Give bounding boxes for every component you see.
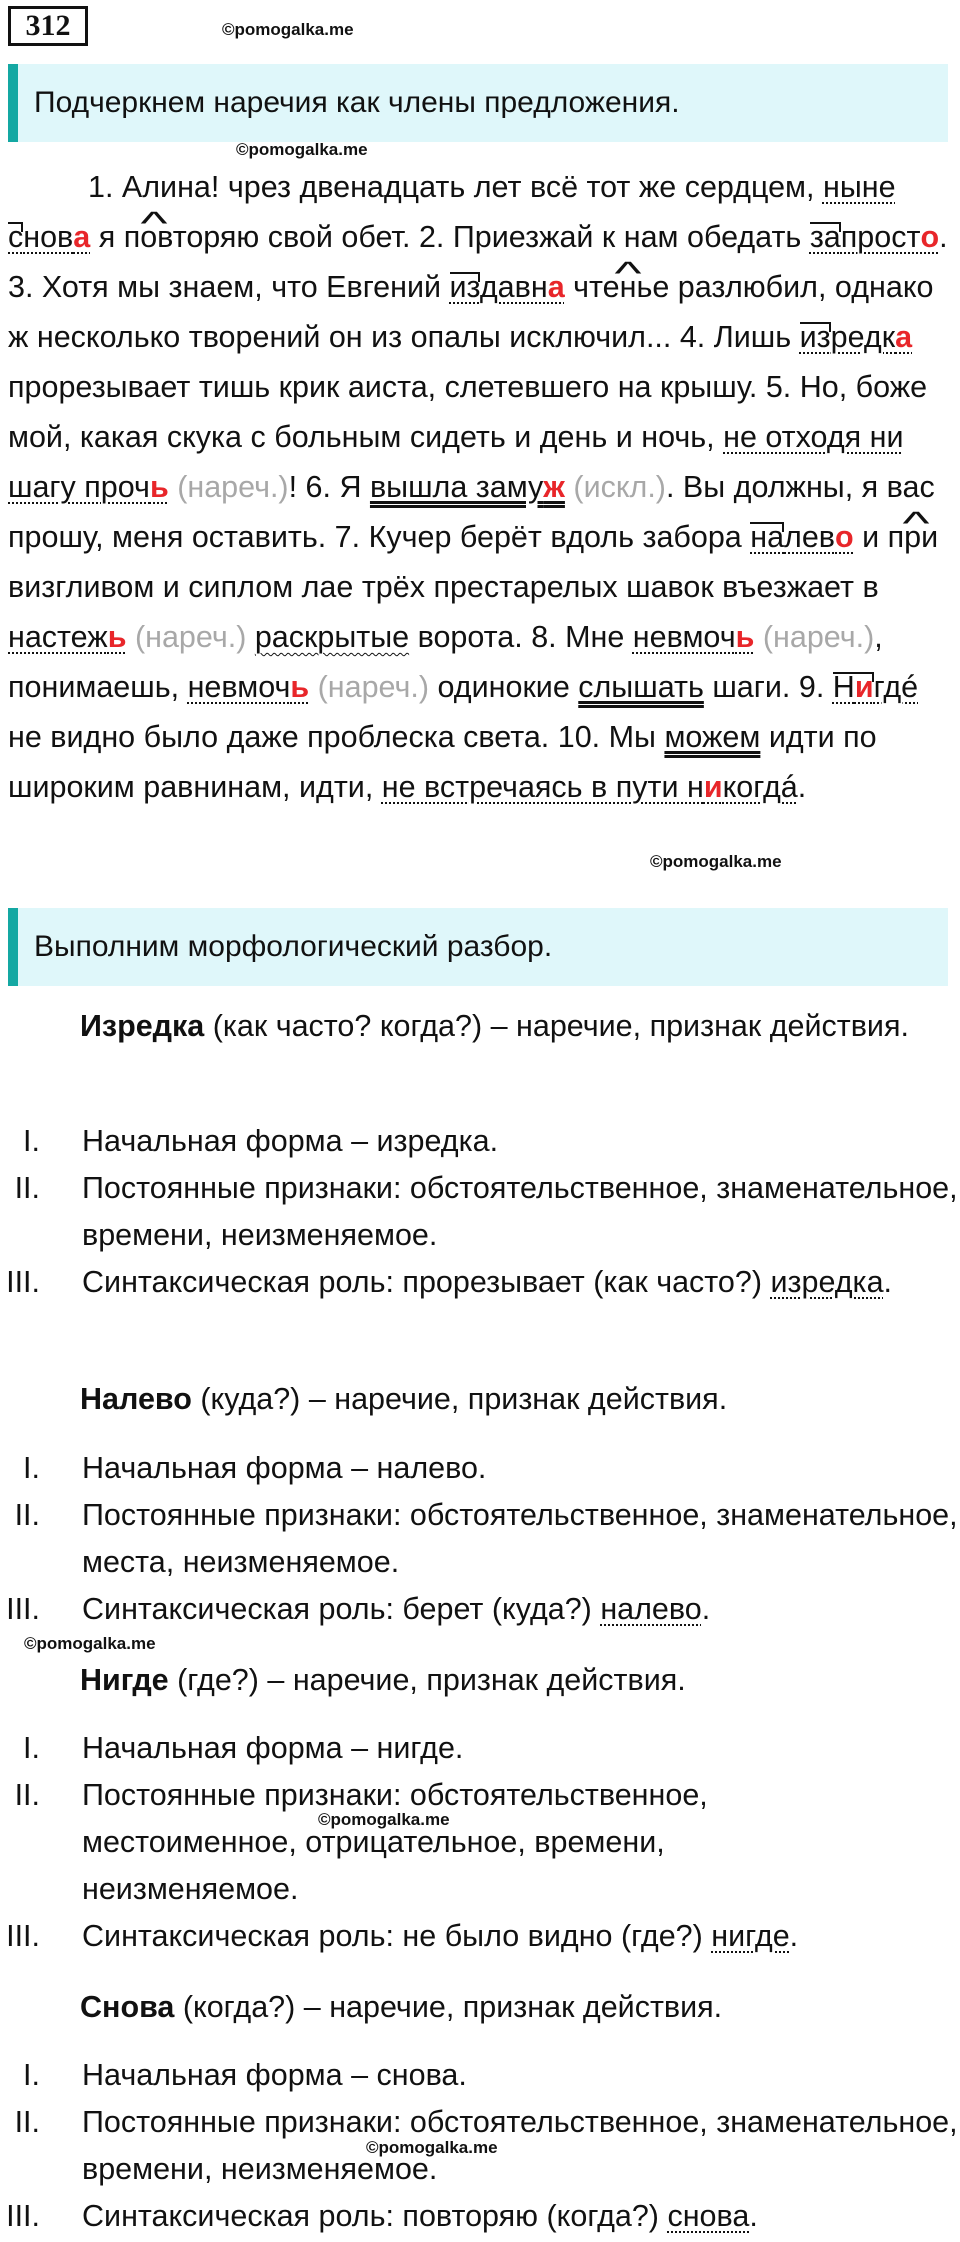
list-item: II. Постоянные признаки: обстоятельственное, знаменательное, времени, неизменяемое.	[14, 1171, 958, 1252]
analysis-heading: Нигде (где?) – наречие, признак действия.	[80, 1663, 686, 1697]
watermark: ©pomogalka.me	[318, 1810, 450, 1829]
analysis-list	[0, 1445, 960, 1633]
list-item: I. Начальная форма – налево.	[23, 1451, 487, 1485]
exercise-paragraph: 1. Алина! чрез двенадцать лет всё тот же сердцем, ныне снов^ а я повторяю свой обет. 2. Приезжай к нам обедать запрост^ о. 3. Хотя мы знаем, что Евгений издавн^ а чтенье разлюбил, однако ж несколько творений он из опалы исключил... 4. Лишь изредк^ а прорезывает тишь крик аиста, слетевшего на крышу. 5. Но, боже мой, какая скука с больным сидеть и день и ночь, не отходя ни шагу прочь (нареч.)! 6. Я вышла замуж (искл.). Вы должны, я вас прошу, меня оставить. 7. Кучер берёт вдоль забора налев^ о и при визгливом и сиплом лае трёх престарелых шавок въезжает в настежь (нареч.) раскрытые ворота. 8. Мне невмочь (нареч.), понимаешь, невмочь (нареч.) одинокие слышать шаги. 9. Нигдé не видно было даже проблеска света. 10. Мы можем идти по широким равнинам, идти, не встречаясь в пути никогдá.	[8, 162, 952, 812]
analysis-heading: Налево (куда?) – наречие, признак действия.	[80, 1382, 728, 1416]
list-item: III. Синтаксическая роль: берет (куда?) налево.	[6, 1592, 711, 1626]
list-item: I. Начальная форма – снова.	[23, 2058, 467, 2092]
watermark: ©pomogalka.me	[650, 852, 782, 871]
analysis-list	[0, 1118, 960, 1306]
watermark: ©pomogalka.me	[24, 1634, 156, 1653]
list-item: III. Синтаксическая роль: не было видно (где?) нигде.	[6, 1919, 799, 1953]
watermark: ©pomogalka.me	[236, 140, 368, 159]
list-item: II. Постоянные признаки: обстоятельственное, знаменательное, места, неизменяемое.	[14, 1498, 958, 1579]
analysis-heading: Изредка (как часто? когда?) – наречие, признак действия.	[80, 1009, 909, 1043]
list-item: III. Синтаксическая роль: повторяю (когда?) снова.	[6, 2199, 758, 2233]
list-item: I. Начальная форма – изредка.	[23, 1124, 499, 1158]
list-item: III. Синтаксическая роль: прорезывает (как часто?) изредка.	[6, 1265, 893, 1299]
exercise-number: 312	[8, 6, 88, 46]
list-item: II. Постоянные признаки: обстоятельственное, местоименное, отрицательное, времени, неизменяемое.	[14, 1778, 708, 1906]
section-title-underline: Подчеркнем наречия как члены предложения.	[8, 64, 948, 142]
analysis-heading: Снова (когда?) – наречие, признак действия.	[80, 1990, 723, 2024]
watermark: ©pomogalka.me	[222, 20, 354, 39]
exercise-text	[8, 162, 952, 812]
watermark: ©pomogalka.me	[366, 2138, 498, 2157]
analysis-list	[0, 1725, 960, 1960]
list-item: I. Начальная форма – нигде.	[23, 1731, 464, 1765]
list-item: II. Постоянные признаки: обстоятельственное, знаменательное, времени, неизменяемое.	[14, 2105, 958, 2186]
section-title-morph: Выполним морфологический разбор.	[8, 908, 948, 986]
